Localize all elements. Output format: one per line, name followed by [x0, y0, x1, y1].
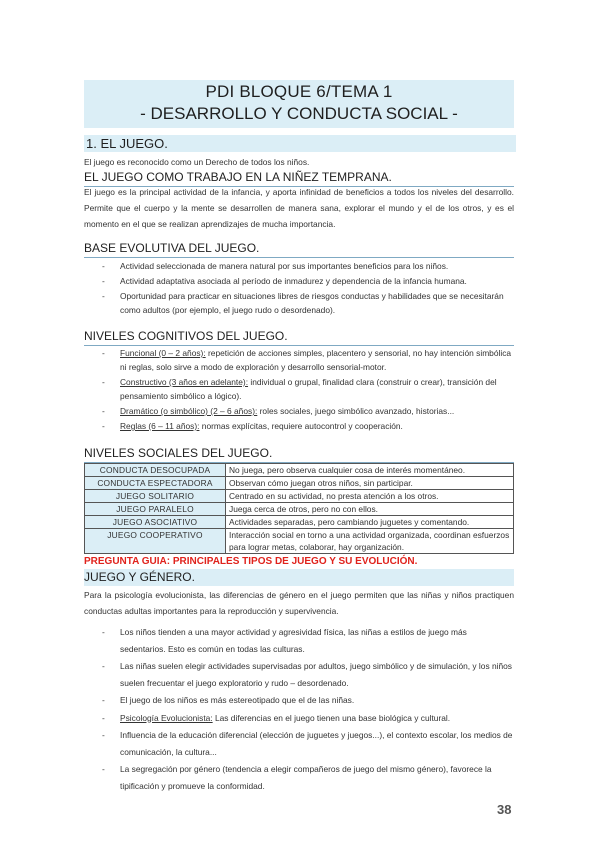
list-item: [100, 761, 514, 794]
table-cell-value: Juega cerca de otros, pero no con ellos.: [226, 503, 514, 516]
table-cell-value: Actividades separadas, pero cambiando juguetes y comentando.: [226, 516, 514, 529]
list-item: [100, 658, 514, 691]
table-row: [85, 529, 514, 554]
list-item: [100, 624, 514, 657]
item-text: individual o grupal, finalidad clara (construir o crear), transición del pensamiento simbólico a lógico).: [120, 377, 497, 401]
heading-niveles-sociales: NIVELES SOCIALES DEL JUEGO.: [84, 445, 514, 463]
table-cell-key: CONDUCTA DESOCUPADA: [85, 464, 226, 477]
item-text: Las diferencias en el juego tienen una base biológica y cultural.: [212, 712, 451, 723]
page-subtitle: - DESARROLLO Y CONDUCTA SOCIAL -: [140, 104, 458, 123]
list-item: [100, 727, 514, 760]
page-number: 38: [497, 802, 512, 817]
table-row: [85, 503, 514, 516]
table-cell-key: JUEGO SOLITARIO: [85, 490, 226, 503]
item-text: Las niñas suelen elegir actividades supervisadas por adultos, juego simbólico y de simulación, y los niños suelen frecuentar el juego exploratorio y rudo – desordenado.: [120, 661, 512, 688]
list-item: [100, 346, 514, 374]
list-item: [100, 375, 514, 403]
heading-niveles-cognitivos: NIVELES COGNITIVOS DEL JUEGO.: [84, 328, 514, 346]
table-cell-value: Observan cómo juegan otros niños, sin participar.: [226, 477, 514, 490]
social-levels-table: [84, 463, 514, 554]
list-item: [100, 419, 514, 433]
cognitivos-list: [100, 346, 514, 434]
table-cell-value: No juega, pero observa cualquier cosa de interés momentáneo.: [226, 464, 514, 477]
item-text: Los niños tienden a una mayor actividad y agresividad física, las niñas a estilos de juego más sedentarios. Esto es común en todas las culturas.: [120, 627, 467, 654]
table-cell-key: JUEGO ASOCIATIVO: [85, 516, 226, 529]
title-box: [84, 80, 514, 128]
heading-juego-genero: JUEGO Y GÉNERO.: [84, 569, 514, 586]
term-psicologia-evolucionista: Psicología Evolucionista:: [120, 712, 213, 723]
table-cell-key: JUEGO PARALELO: [85, 503, 226, 516]
item-text: El juego de los niños es más estereotipado que el de las niñas.: [120, 695, 355, 705]
term-constructivo: Constructivo (3 años en adelante):: [120, 377, 249, 387]
heading-base-evolutiva: BASE EVOLUTIVA DEL JUEGO.: [84, 240, 514, 258]
item-text: La segregación por género (tendencia a elegir compañeros de juego del mismo género), favorece la tipificación y promueve la conformidad.: [120, 764, 492, 791]
item-text: repetición de acciones simples, placentero y sensorial, no hay intención simbólica ni reglas, solo sirve a modo de exploración y desarrollo sensorial-motor.: [120, 348, 512, 372]
trabajo-text: El juego es la principal actividad de la infancia, y aporta infinidad de beneficios a todos los niveles del desarrollo. Permite que el cuerpo y la mente se desarrollen de manera sana, explorar el mundo y el de los otros, y es el momento en el que se realizan aprendizajes de mucha importancia.: [84, 187, 514, 229]
term-dramatico: Dramático (o simbólico) (2 – 6 años):: [120, 406, 258, 416]
table-row: [85, 490, 514, 503]
page-title: PDI BLOQUE 6/TEMA 1: [205, 82, 393, 101]
intro-text: El juego es reconocido como un Derecho de todos los niños.: [84, 157, 310, 167]
table-row: [85, 516, 514, 529]
genero-list: [100, 624, 514, 795]
item-text: Influencia de la educación diferencial (elección de juguetes y juegos...), el contexto escolar, los medios de comunicación, la cultura...: [120, 730, 513, 757]
table-cell-value: Interacción social en torno a una actividad organizada, coordinan esfuerzos para lograr metas, colaborar, hay organización.: [226, 529, 514, 554]
guide-question: PREGUNTA GUIA: PRINCIPALES TIPOS DE JUEGO Y SU EVOLUCIÓN.: [84, 556, 418, 567]
list-item: [100, 692, 514, 709]
table-cell-key: JUEGO COOPERATIVO: [85, 529, 226, 554]
base-list: [100, 259, 514, 318]
term-funcional: Funcional (0 – 2 años):: [120, 348, 206, 358]
item-text: roles sociales, juego simbólico avanzado, historias...: [257, 406, 455, 416]
table-cell-key: CONDUCTA ESPECTADORA: [85, 477, 226, 490]
table-cell-value: Centrado en su actividad, no presta atención a los otros.: [226, 490, 514, 503]
table-row: [85, 477, 514, 490]
section-heading-juego: 1. EL JUEGO.: [84, 135, 516, 152]
genero-text: Para la psicología evolucionista, las diferencias de género en el juego permiten que las niñas y niños practiquen conductas adultas importantes para la reproducción y supervivencia.: [84, 590, 514, 616]
list-item: - Actividad adaptativa asociada al período de inmadurez y dependencia de la infancia humana.: [100, 274, 514, 288]
list-item: [100, 710, 514, 727]
table-row: [85, 464, 514, 477]
list-item: - Actividad seleccionada de manera natural por sus importantes beneficios para los niños.: [100, 259, 514, 273]
heading-trabajo: EL JUEGO COMO TRABAJO EN LA NIÑEZ TEMPRANA.: [84, 169, 514, 187]
item-text: normas explícitas, requiere autocontrol y cooperación.: [199, 421, 403, 431]
list-item: - Oportunidad para practicar en situaciones libres de riesgos conductas y habilidades que se necesitarán como adultos (por ejemplo, el juego rudo o desordenado).: [100, 289, 514, 317]
list-item: [100, 404, 514, 418]
term-reglas: Reglas (6 – 11 años):: [120, 421, 200, 431]
